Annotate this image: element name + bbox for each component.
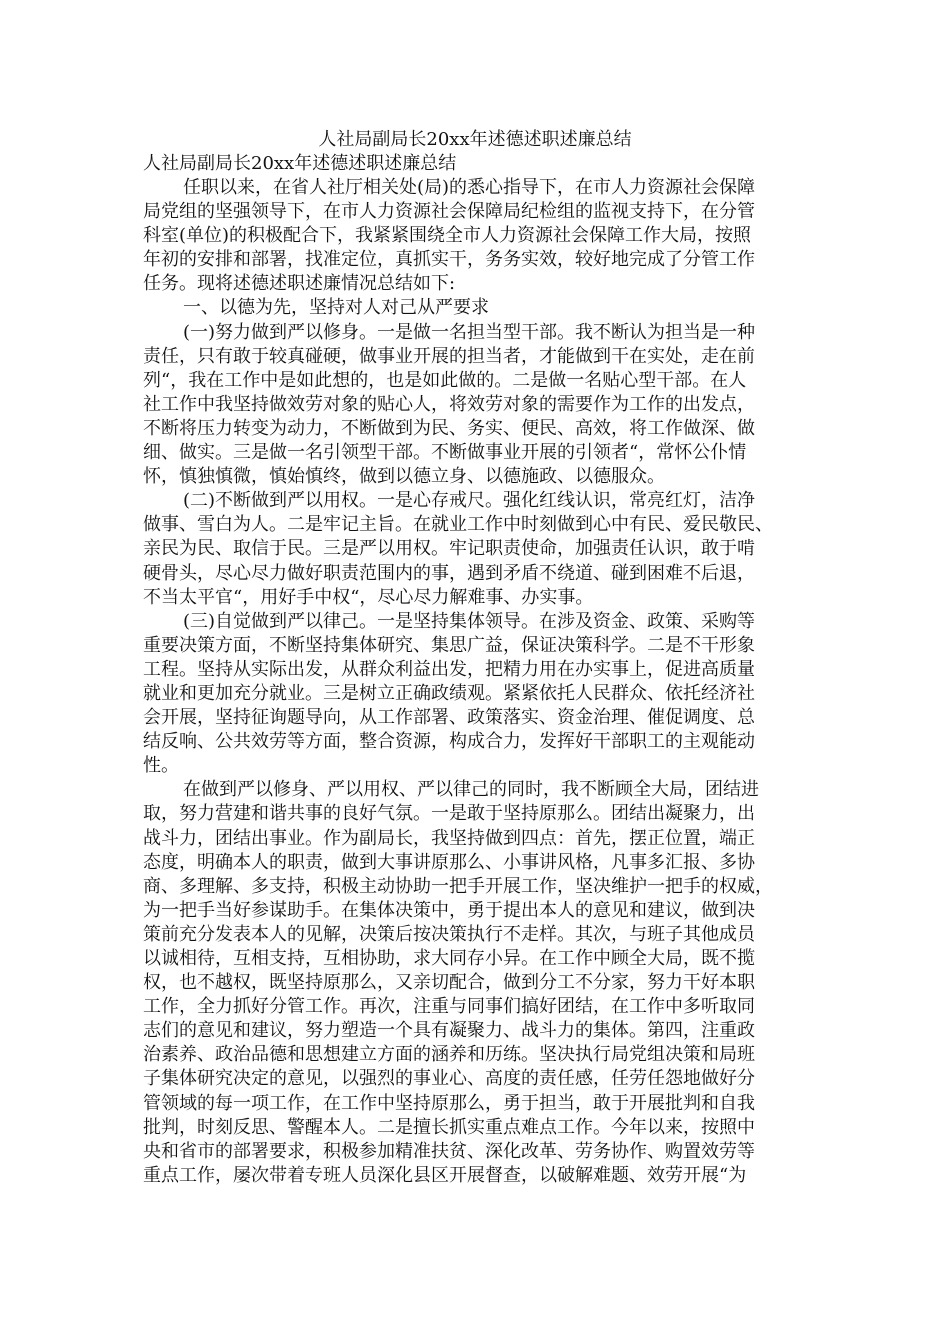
body-line: 子集体研究决定的意见，以强烈的事业心、高度的责任感，任劳任怨地做好分 (143, 1068, 755, 1090)
body-line: 会开展，坚持征询题导向，从工作部署、政策落实、资金治理、催促调度、总 (143, 707, 755, 729)
body-line: 取，努力营建和谐共事的良好气氛。一是敢于坚持原那么。团结出凝聚力，出 (143, 803, 755, 825)
body-line: 重要决策方面，不断坚持集体研究、集思广益，保证决策科学。二是不干形象 (143, 634, 755, 656)
body-line: 志们的意见和建议，努力塑造一个具有凝聚力、战斗力的集体。第四，注重政 (143, 1020, 755, 1042)
body-line: (三)自觉做到严以律己。一是坚持集体领导。在涉及资金、政策、采购等 (183, 610, 756, 632)
body-line: 局党组的坚强领导下，在市人力资源社会保障局纪检组的监视支持下，在分管 (143, 201, 755, 223)
body-line: 做事、雪白为人。二是牢记主旨。在就业工作中时刻做到心中有民、爱民敬民、 (143, 514, 773, 536)
body-line: 重点工作，屡次带着专班人员深化县区开展督查，以破解难题、效劳开展“为 (143, 1164, 747, 1186)
body-line: 央和省市的部署要求，积极参加精准扶贫、深化改革、劳务协作、购置效劳等 (143, 1140, 755, 1162)
body-line: 态度，明确本人的职责，做到大事讲原那么、小事讲风格，凡事多汇报、多协 (143, 851, 755, 873)
body-line: 治素养、政治品德和思想建立方面的涵养和历练。坚决执行局党组决策和局班 (143, 1044, 755, 1066)
body-line: 任务。现将述德述职述廉情况总结如下: (143, 273, 456, 295)
body-line: 列“，我在工作中是如此想的，也是如此做的。二是做一名贴心型干部。在人 (143, 369, 747, 391)
body-line: 战斗力，团结出事业。作为副局长，我坚持做到四点：首先，摆正位置，端正 (143, 827, 755, 849)
body-line: 工程。坚持从实际出发，从群众利益出发，把精力用在办实事上，促进高质量 (143, 658, 755, 680)
body-line: 不断将压力转变为动力，不断做到为民、务实、便民、高效，将工作做深、做 (143, 417, 755, 439)
body-line: 权，也不越权，既坚持原那么，又亲切配合，做到分工不分家，努力干好本职 (143, 972, 755, 994)
body-line: 结反响、公共效劳等方面，整合资源，构成合力，发挥好干部职工的主观能动 (143, 731, 755, 753)
body-line: 怀，慎独慎微，慎始慎终，做到以德立身、以德施政、以德服众。 (143, 466, 665, 488)
body-line: 责任，只有敢于较真碰硬，做事业开展的担当者，才能做到干在实处，走在前 (143, 345, 755, 367)
body-line: 性。 (143, 755, 179, 777)
body-line: 社工作中我坚持做效劳对象的贴心人，将效劳对象的需要作为工作的出发点， (143, 393, 755, 415)
body-line: 策前充分发表本人的见解，决策后按决策执行不走样。其次，与班子其他成员 (143, 923, 755, 945)
body-line: 任职以来，在省人社厅相关处(局)的悉心指导下，在市人力资源社会保障 (183, 177, 756, 198)
body-line: 工作，全力抓好分管工作。再次，注重与同事们搞好团结，在工作中多听取同 (143, 996, 755, 1018)
body-line: 细、做实。三是做一名引领型干部。不断做事业开展的引领者“，常怀公仆情 (143, 442, 747, 464)
body-line: 为一把手当好参谋助手。在集体决策中，勇于提出本人的意见和建议，做到决 (143, 899, 755, 921)
body-line: 在做到严以修身、严以用权、严以律己的同时，我不断顾全大局，团结进 (183, 779, 759, 801)
body-line: 不当太平官“，用好手中权“，尽心尽力解难事、办实事。 (143, 586, 594, 608)
body-line: 一、以德为先，坚持对人对己从严要求 (183, 297, 489, 319)
body-line: 批判，时刻反思、警醒本人。二是擅长抓实重点难点工作。今年以来，按照中 (143, 1116, 755, 1138)
body-line: 硬骨头，尽心尽力做好职责范围内的事，遇到矛盾不绕道、碰到困难不后退， (143, 562, 755, 584)
body-line: 管领域的每一项工作，在工作中坚持原那么，勇于担当，敢于开展批判和自我 (143, 1092, 755, 1114)
document-title: 人社局副局长20xx年述德述职述廉总结 (318, 129, 632, 150)
body-line: 就业和更加充分就业。三是树立正确政绩观。紧紧依托人民群众、依托经济社 (143, 682, 755, 704)
body-line: 年初的安排和部署，找准定位，真抓实干，务务实效，较好地完成了分管工作 (143, 249, 755, 271)
body-line: 亲民为民、取信于民。三是严以用权。牢记职责使命，加强责任认识，敢于啃 (143, 538, 755, 560)
body-line: (二)不断做到严以用权。一是心存戒尺。强化红线认识，常亮红灯，洁净 (183, 490, 756, 512)
document-body (143, 176, 807, 1188)
body-line: 商、多理解、多支持，积极主动协助一把手开展工作，坚决维护一把手的权威， (143, 875, 773, 897)
body-line: 以诚相待，互相支持，互相协助，求大同存小异。在工作中顾全大局，既不揽 (143, 948, 755, 969)
document-subtitle: 人社局副局长20xx年述德述职述廉总结 (143, 153, 457, 174)
body-line: 科室(单位)的积极配合下，我紧紧围绕全市人力资源社会保障工作大局，按照 (143, 225, 752, 247)
body-line: (一)努力做到严以修身。一是做一名担当型干部。我不断认为担当是一种 (183, 321, 756, 343)
